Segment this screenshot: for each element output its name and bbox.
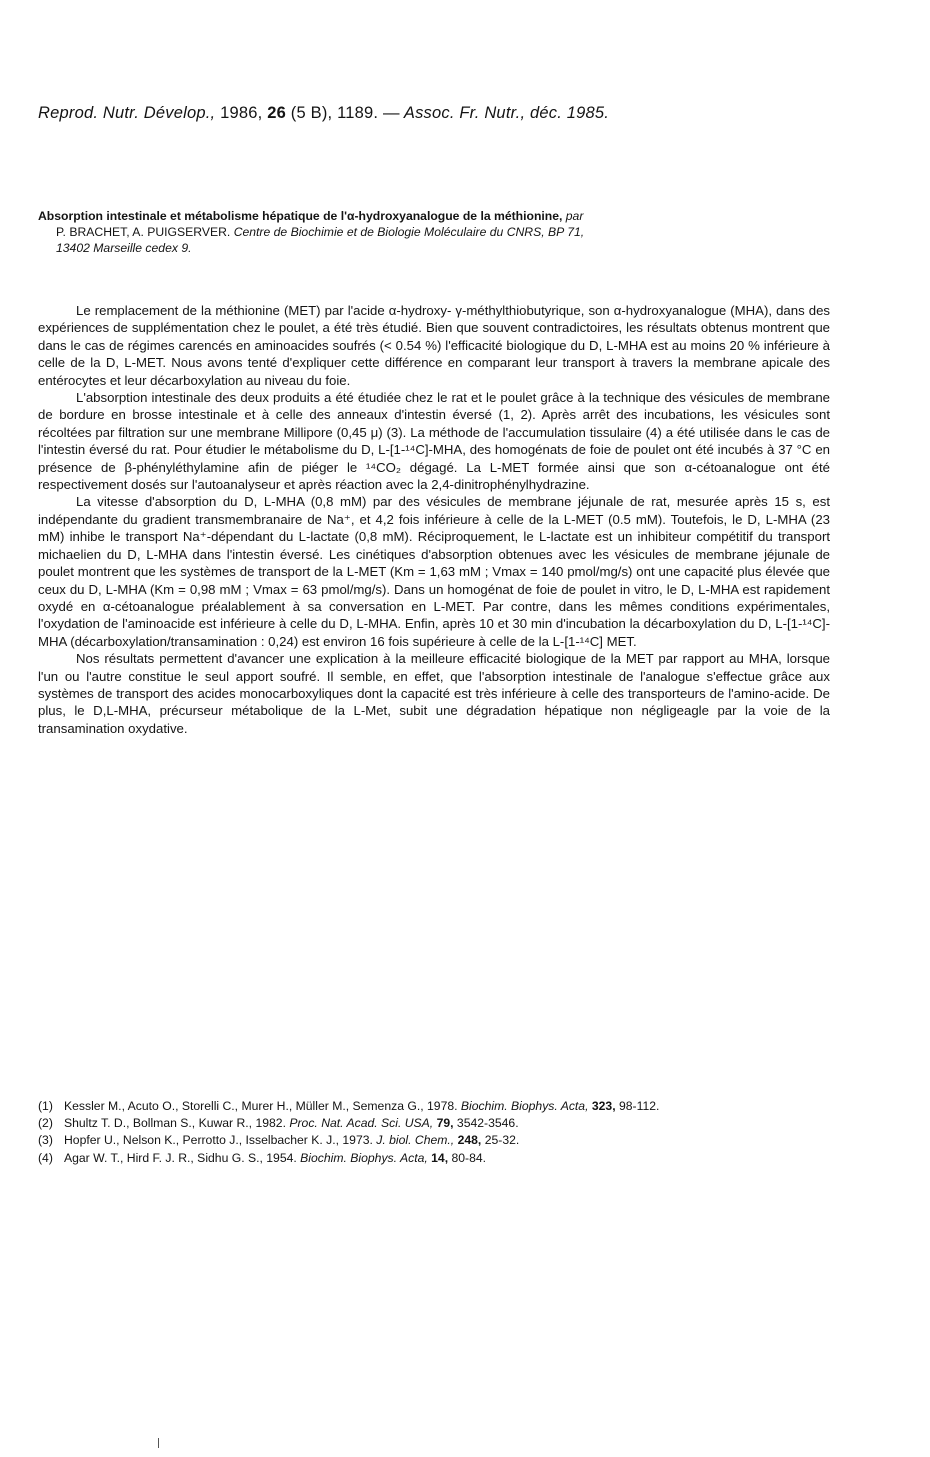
- journal-page: 1189.: [337, 104, 379, 122]
- journal-header: [38, 104, 898, 123]
- journal-volume: 26: [267, 104, 286, 122]
- reference-pages: 25-32.: [484, 1133, 520, 1148]
- reference-authors: Agar W. T., Hird F. J. R., Sidhu G. S., 1954.: [64, 1150, 297, 1165]
- reference-number: (3): [38, 1133, 53, 1148]
- reference-volume: 79,: [436, 1116, 454, 1131]
- reference-text: [64, 1115, 828, 1132]
- reference-pages: 80-84.: [451, 1150, 487, 1165]
- reference-number: (1): [38, 1099, 53, 1113]
- journal-name: Reprod. Nutr. Dévelop.,: [38, 104, 216, 122]
- reference-authors: Kessler M., Acuto O., Storelli C., Murer H., Müller M., Semenza G., 1978.: [64, 1099, 458, 1113]
- paragraph-results: La vitesse d'absorption du D, L-MHA (0,8 mM) par des vésicules de membrane jéjunale de rat, mesurée après 15 s, est indépendante du gradient transmembranaire de Na⁺, et 4,2 fois inférieure à celle de la L-MET (0.5 mM). Toutefois, le D, L-MHA (23 mM) inhibe le transport Na⁺-dépendant du L-lactate (0,8 mM). Réciproquement, le L-lactate est un inhibiteur compétitif du transport michaelien du D, L-MHA dans l'intestin éversé. Les cinétiques d'absorption obtenues avec les vésicules de membrane jéjunale de poulet montrent que les systèmes de transport de la L-MET (Km = 1,63 mM ; Vmax = 140 pmol/mg/s) ont une capacité plus élevée que ceux du D, L-MHA (Km = 0,98 mM ; Vmax = 63 pmol/mg/s). Dans un homogénat de foie de poulet in vitro, le D, L-MHA est rapidement oxydé en α-cétoanalogue préalablement à sa conversation en L-MET. Par contre, dans les mêmes conditions expérimentales, l'oxydation de l'aminoacide est inférieure à celle du D, L-MHA. Enfin, après 10 et 30 min d'incubation la décarboxylation du D, L-[1-¹⁴C]-MHA (décarboxylation/transamination : 0,24) est environ 16 fois supérieure à celle de la L-[1-¹⁴C] MET.: [38, 494, 830, 649]
- article-title: Absorption intestinale et métabolisme hépatique de l'α-hydroxyanalogue de la méthionine,: [38, 209, 563, 223]
- reference-volume: 248,: [457, 1133, 482, 1148]
- reference-text: [64, 1098, 828, 1115]
- association-info: Assoc. Fr. Nutr., déc. 1985.: [403, 104, 610, 122]
- reference-journal: J. biol. Chem.,: [376, 1133, 455, 1148]
- reference-journal: Biochim. Biophys. Acta,: [300, 1150, 428, 1165]
- reference-item: [38, 1150, 828, 1167]
- header-dash: —: [383, 104, 400, 122]
- paragraph-intro: Le remplacement de la méthionine (MET) par l'acide α-hydroxy- γ-méthylthiobutyrique, son α-hydroxyanalogue (MHA), dans des expériences de supplémentation chez le poulet, a été très étudié. Bien que souvent contradictoires, les résultats obtenus montrent que dans le cas de régimes carencés en aminoacides soufrés (< 0.54 %) l'efficacité biologique du D, L-MHA est au moins 20 % inférieure à celle de la D, L-MET. Nous avons tenté d'expliquer cette différence en comparant leur transport à travers la membrane apicale des entérocytes et leur décarboxylation au niveau du foie.: [38, 303, 830, 388]
- reference-text: [64, 1132, 828, 1149]
- article-heading: [38, 208, 838, 256]
- journal-year: 1986,: [220, 104, 263, 122]
- reference-list: [38, 1098, 828, 1167]
- reference-text: [64, 1150, 828, 1167]
- article-by: par: [565, 209, 584, 223]
- article-authors: P. BRACHET, A. PUIGSERVER.: [56, 225, 231, 239]
- author-line: [38, 224, 838, 240]
- reference-journal: Proc. Nat. Acad. Sci. USA,: [289, 1116, 434, 1131]
- reference-number: (2): [38, 1116, 53, 1131]
- paragraph-conclusion: Nos résultats permettent d'avancer une explication à la meilleure efficacité biologique de la MET par rapport au MHA, lorsque l'un ou l'autre constitue le seul apport soufré. Il semble, en effet, que l'absorption intestinale de l'analogue s'effectue grâce aux systèmes de transport des acides monocarboxyliques dont la capacité est très inférieure à celle des transporteurs de l'amino-acide. De plus, le D,L-MHA, précurseur métabolique de la L-Met, subit une dégradation hépatique non négligeagle par la voie de la transamination oxydative.: [38, 651, 830, 736]
- journal-issue: (5 B),: [290, 104, 333, 122]
- scan-mark: [158, 1438, 159, 1448]
- affiliation-line-2: 13402 Marseille cedex 9.: [56, 241, 192, 255]
- reference-pages: 98-112.: [619, 1099, 660, 1113]
- reference-pages: 3542-3546.: [456, 1116, 519, 1131]
- paragraph-methods: L'absorption intestinale des deux produits a été étudiée chez le rat et le poulet grâce à la technique des vésicules de membrane de bordure en brosse intestinale et à celle des anneaux d'intestin éversé (1, 2). Après arrêt des incubations, les vésicules sont récoltées par filtration sur une membrane Millipore (0,45 μ) (3). La méthode de l'accumulation tissulaire (4) a été utilisée dans le cas de l'intestin éversé du rat. Pour étudier le métabolisme du D, L-[1-¹⁴C]-MHA, des homogénats de foie de poulet ont été incubés à 37 °C en présence de β-phényléthylamine afin de piéger le ¹⁴CO₂ dégagé. La L-MET formée ainsi que son α-cétoanalogue ont été respectivement dosés sur l'autoanalyseur et après réaction avec la 2,4-dinitrophénylhydrazine.: [38, 390, 830, 493]
- reference-item: [38, 1098, 828, 1115]
- reference-volume: 323,: [591, 1099, 616, 1113]
- reference-journal: Biochim. Biophys. Acta,: [460, 1099, 589, 1113]
- reference-authors: Shultz T. D., Bollman S., Kuwar R., 1982.: [64, 1116, 286, 1131]
- reference-number: (4): [38, 1150, 53, 1165]
- reference-volume: 14,: [431, 1150, 449, 1165]
- reference-authors: Hopfer U., Nelson K., Perrotto J., Isselbacher K. J., 1973.: [64, 1133, 373, 1148]
- reference-item: [38, 1132, 828, 1149]
- reference-item: [38, 1115, 828, 1132]
- article-body: [38, 302, 830, 737]
- affiliation-line-1: Centre de Biochimie et de Biologie Moléculaire du CNRS, BP 71,: [233, 225, 585, 239]
